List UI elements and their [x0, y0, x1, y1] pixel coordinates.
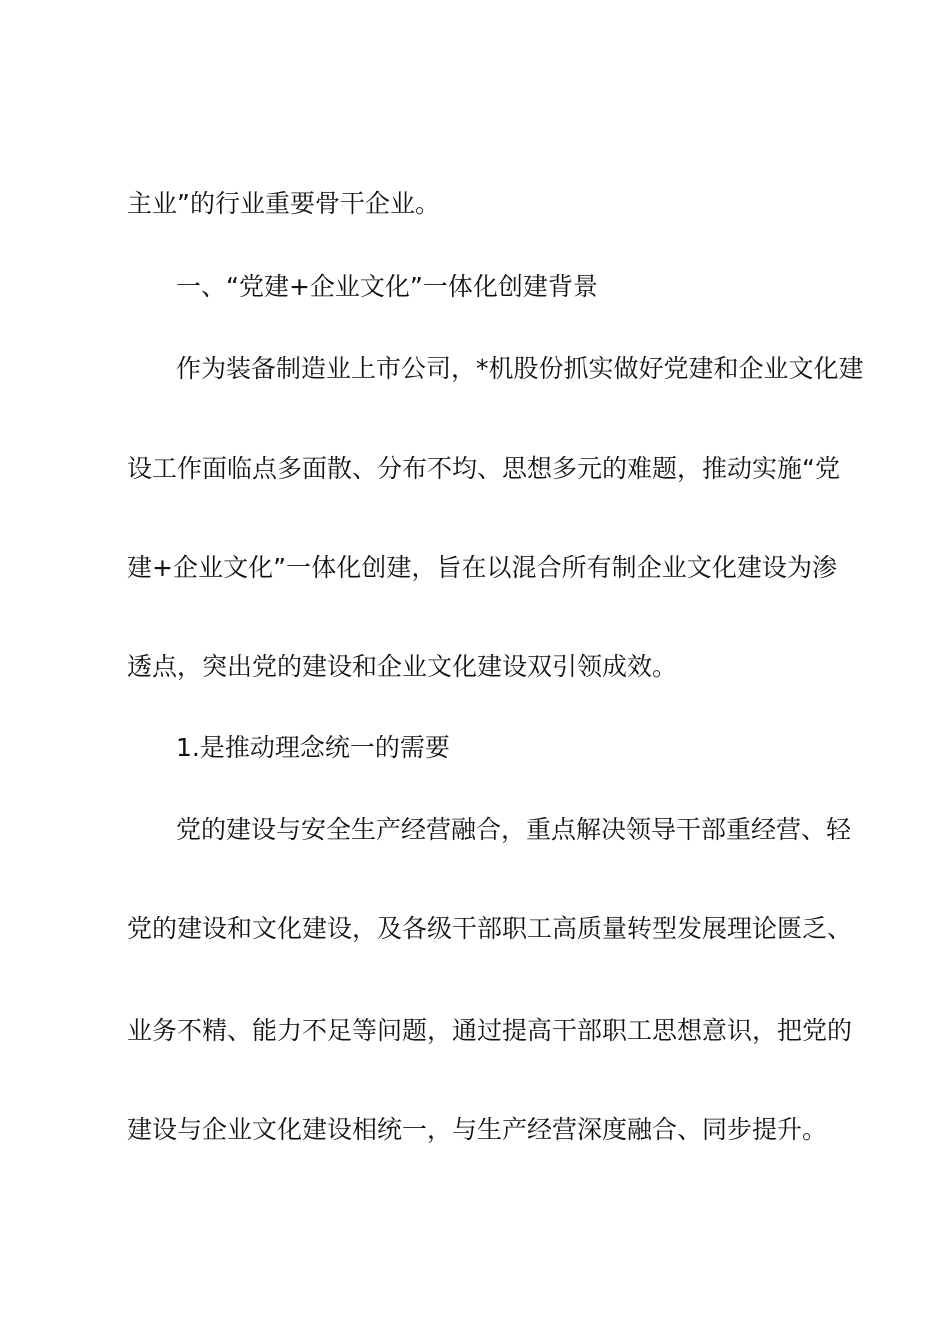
paragraph-line: 设工作面临点多面散、分布不均、思想多元的难题，推动实施“党 [127, 454, 840, 483]
paragraph-line: 党的建设与安全生产经营融合，重点解决领导干部重经营、轻 [176, 815, 852, 844]
paragraph-line: 党的建设和文化建设，及各级干部职工高质量转型发展理论匮乏、 [127, 914, 853, 943]
section-heading: 一、“党建+企业文化”一体化创建背景 [176, 272, 598, 301]
paragraph-line: 作为装备制造业上市公司，*机股份抓实做好党建和企业文化建 [176, 354, 864, 383]
subsection-heading: 1.是推动理念统一的需要 [176, 733, 450, 762]
paragraph-line: 建+企业文化”一体化创建，旨在以混合所有制企业文化建设为渗 [127, 553, 837, 582]
paragraph-line: 业务不精、能力不足等问题，通过提高干部职工思想意识，把党的 [127, 1016, 853, 1045]
paragraph-line: 透点，突出党的建设和企业文化建设双引领成效。 [127, 652, 678, 681]
paragraph-line: 建设与企业文化建设相统一，与生产经营深度融合、同步提升。 [127, 1115, 828, 1144]
paragraph-line-continuation: 主业”的行业重要骨干企业。 [127, 189, 440, 218]
